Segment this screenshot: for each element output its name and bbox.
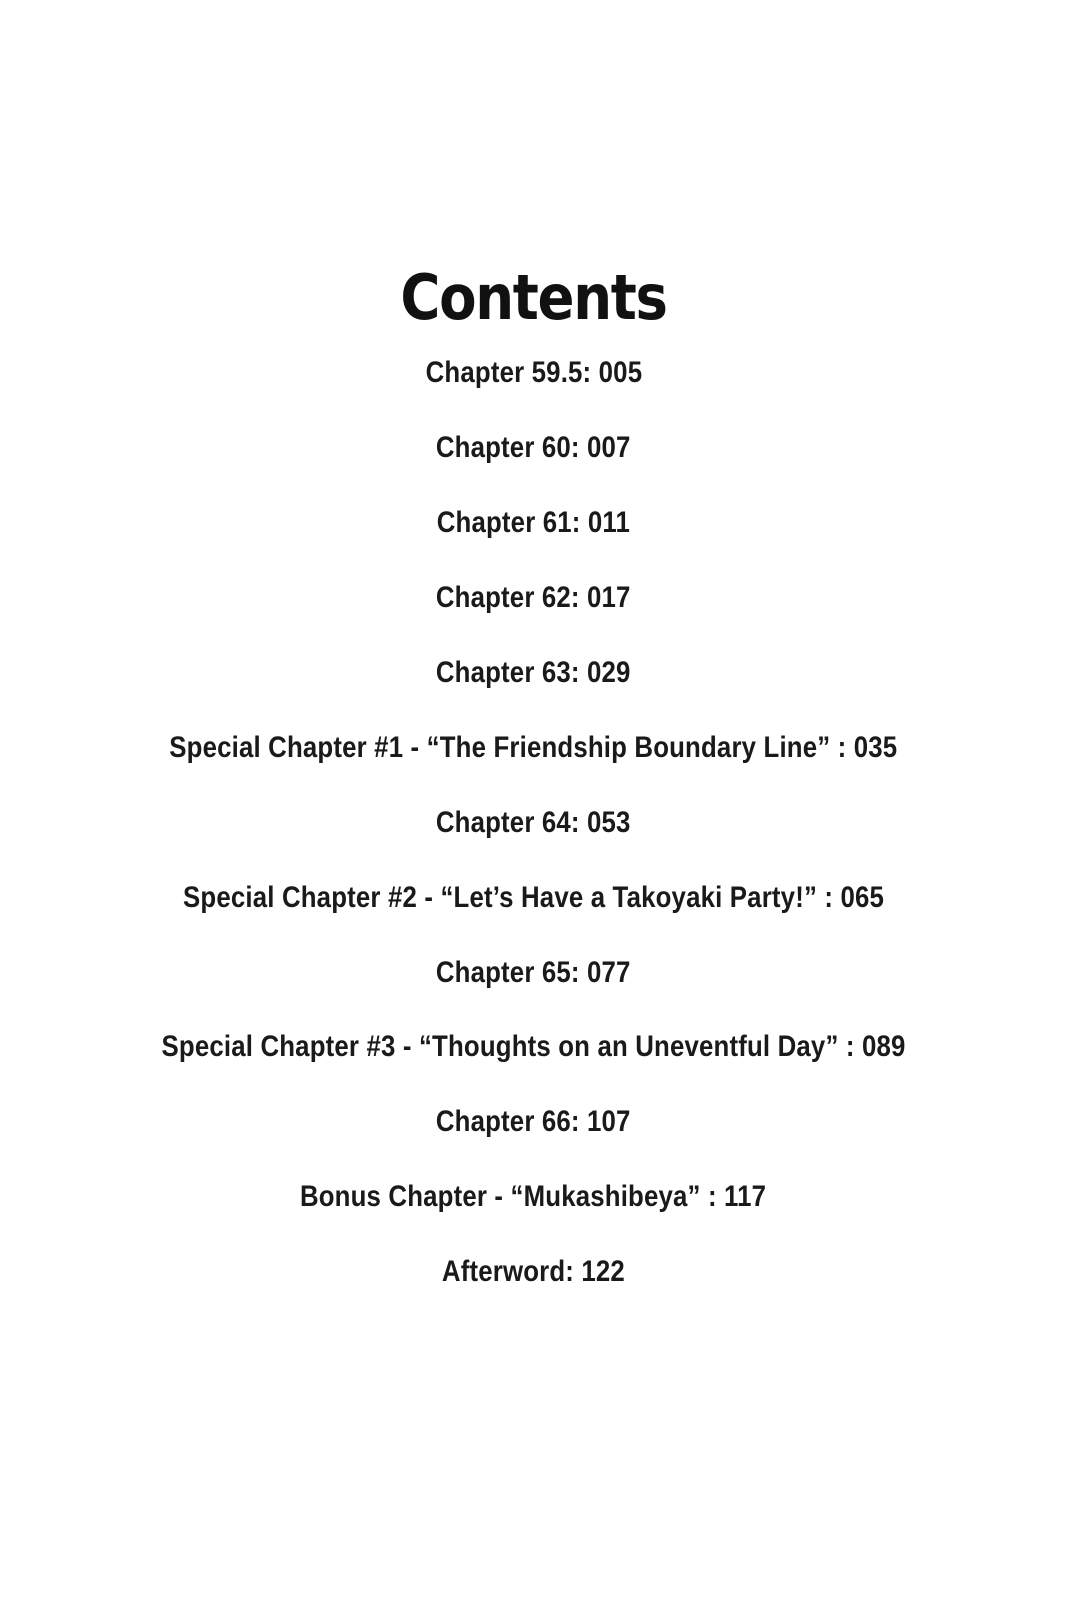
toc-entry — [0, 710, 1067, 785]
toc-entry — [0, 1235, 1067, 1310]
toc-entry-label: Special Chapter #1 - “The Friendship Boundary Line” : 035 — [169, 730, 898, 764]
toc-entry — [0, 935, 1067, 1010]
toc-entry-label: Chapter 66: 107 — [436, 1105, 631, 1139]
toc-entry — [0, 561, 1067, 636]
toc-entry — [0, 336, 1067, 411]
toc-entry-label: Chapter 64: 053 — [436, 805, 631, 839]
toc-entry — [0, 486, 1067, 561]
toc-entry — [0, 636, 1067, 711]
toc-entry-label: Chapter 61: 011 — [436, 506, 631, 540]
toc-entry — [0, 1085, 1067, 1160]
toc-entry-label: Bonus Chapter - “Mukashibeya” : 117 — [300, 1180, 767, 1214]
toc-entry-label: Chapter 60: 007 — [436, 431, 631, 465]
page-title: Contents — [400, 260, 667, 334]
toc-entry-label: Afterword: 122 — [441, 1255, 626, 1289]
toc-entry — [0, 411, 1067, 486]
toc-entry-label: Special Chapter #3 - “Thoughts on an Uneventful Day” : 089 — [161, 1030, 906, 1064]
toc-entry — [0, 785, 1067, 860]
toc-entry-label: Chapter 62: 017 — [436, 581, 631, 615]
toc-entry-label: Chapter 65: 077 — [436, 955, 631, 989]
toc-entry — [0, 860, 1067, 935]
toc-entry-label: Chapter 63: 029 — [436, 656, 631, 689]
toc-entry — [0, 1010, 1067, 1085]
table-of-contents — [0, 336, 1067, 1310]
toc-entry-label: Chapter 59.5: 005 — [425, 356, 642, 390]
toc-entry — [0, 1160, 1067, 1235]
toc-entry-label: Special Chapter #2 - “Let’s Have a Takoyaki Party!” : 065 — [183, 880, 884, 914]
